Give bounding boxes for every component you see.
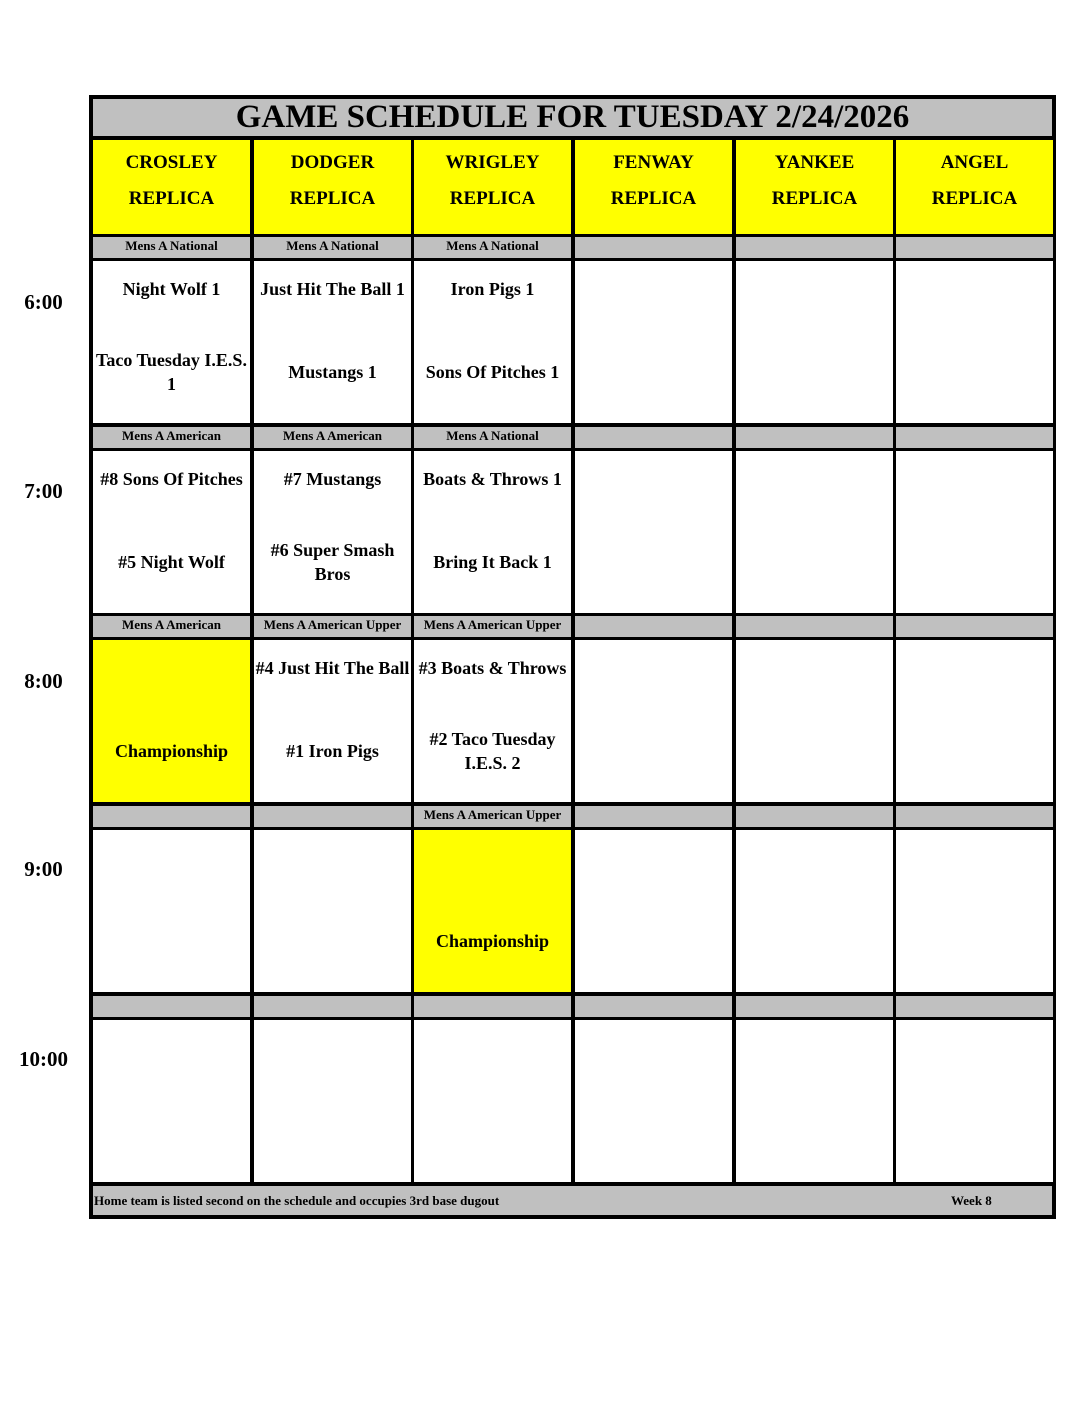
home-team: #6 Super Smash Bros: [270, 540, 395, 584]
field-type: REPLICA: [931, 188, 1018, 209]
week-label: Week 8: [951, 1193, 992, 1208]
division-bar: Mens A American: [93, 616, 250, 637]
home-team: #5 Night Wolf: [118, 552, 225, 572]
division-bar: [896, 427, 1053, 448]
division-bar: [896, 996, 1053, 1017]
game-cell: [896, 640, 1053, 802]
game-cell: [896, 261, 1053, 423]
game-cell: [254, 1020, 411, 1182]
division-bar: [575, 237, 732, 258]
championship-cell: [93, 640, 250, 802]
home-team: Championship: [114, 741, 229, 761]
time-label: 7:00: [24, 479, 63, 503]
division-bar: [896, 237, 1053, 258]
game-cell: [254, 261, 411, 423]
division-bar: Mens A National: [254, 237, 411, 258]
field-name: FENWAY: [613, 152, 694, 173]
division-bar: [736, 616, 893, 637]
home-team-note: Home team is listed second on the schedule and occupies 3rd base dugout: [94, 1193, 500, 1208]
division-bar: [93, 996, 250, 1017]
division-bar: Mens A National: [414, 237, 571, 258]
field-name: YANKEE: [774, 152, 855, 173]
game-cell: [414, 1020, 571, 1182]
field-header-fenway: [575, 140, 732, 234]
game-cell: [736, 830, 893, 992]
game-cell: [575, 451, 732, 613]
division-bar: [736, 806, 893, 827]
game-cell: [93, 830, 250, 992]
field-type: REPLICA: [128, 188, 215, 209]
division-bar: [254, 996, 411, 1017]
division-bar: Mens A American Upper: [414, 806, 571, 827]
away-team: Night Wolf 1: [122, 279, 221, 299]
away-team: Iron Pigs 1: [450, 279, 535, 299]
division-bar: [575, 616, 732, 637]
home-team: Championship: [435, 931, 550, 951]
game-cell: [93, 261, 250, 423]
division-bar: [896, 616, 1053, 637]
away-team: #3 Boats & Throws: [418, 658, 567, 678]
championship-cell: [414, 830, 571, 992]
game-cell: [254, 640, 411, 802]
game-cell: [736, 1020, 893, 1182]
field-name: DODGER: [290, 152, 375, 173]
field-name: ANGEL: [940, 152, 1009, 173]
home-team: #2 Taco Tuesday I.E.S. 2: [429, 729, 556, 773]
game-cell: [736, 640, 893, 802]
division-bar: [254, 806, 411, 827]
division-bar: [575, 996, 732, 1017]
division-bar: [575, 806, 732, 827]
division-bar: Mens A National: [93, 237, 250, 258]
time-label: 9:00: [24, 857, 63, 881]
division-bar: [575, 427, 732, 448]
away-team: Just Hit The Ball 1: [260, 279, 405, 299]
division-bar: [736, 237, 893, 258]
game-cell: [254, 451, 411, 613]
home-team: Sons Of Pitches 1: [425, 362, 560, 382]
game-cell: [575, 1020, 732, 1182]
division-bar: [414, 996, 571, 1017]
home-team: #1 Iron Pigs: [286, 741, 379, 761]
schedule-title: GAME SCHEDULE FOR TUESDAY 2/24/2026: [93, 99, 1052, 136]
home-team: Mustangs 1: [288, 362, 377, 382]
field-name: CROSLEY: [125, 152, 218, 173]
game-cell: [93, 451, 250, 613]
game-cell: [414, 640, 571, 802]
home-team: Taco Tuesday I.E.S. 1: [96, 350, 247, 394]
game-cell: [414, 451, 571, 613]
game-cell: [93, 1020, 250, 1182]
division-bar: [736, 996, 893, 1017]
game-cell: [575, 640, 732, 802]
away-team: #4 Just Hit The Ball: [255, 658, 410, 678]
game-cell: [896, 451, 1053, 613]
time-label: 10:00: [19, 1047, 68, 1071]
away-team: #7 Mustangs: [283, 469, 382, 489]
game-cell: [254, 830, 411, 992]
time-label: 8:00: [24, 669, 63, 693]
division-bar: Mens A American: [254, 427, 411, 448]
game-cell: [575, 830, 732, 992]
schedule-footer: [93, 1186, 1052, 1215]
field-type: REPLICA: [771, 188, 858, 209]
field-name: WRIGLEY: [445, 152, 540, 173]
field-type: REPLICA: [449, 188, 536, 209]
field-header-yankee: [736, 140, 893, 234]
game-cell: [736, 261, 893, 423]
field-type: REPLICA: [610, 188, 697, 209]
away-team: #8 Sons Of Pitches: [100, 469, 243, 489]
game-cell: [414, 261, 571, 423]
division-bar: [736, 427, 893, 448]
away-team: Boats & Throws 1: [423, 469, 562, 489]
division-bar: [896, 806, 1053, 827]
game-cell: [896, 830, 1053, 992]
division-bar: [93, 806, 250, 827]
field-header-wrigley: [414, 140, 571, 234]
game-cell: [736, 451, 893, 613]
division-bar: Mens A National: [414, 427, 571, 448]
division-bar: Mens A American Upper: [254, 616, 411, 637]
division-bar: Mens A American Upper: [414, 616, 571, 637]
field-header-dodger: [254, 140, 411, 234]
game-cell: [575, 261, 732, 423]
home-team: Bring It Back 1: [433, 552, 552, 572]
time-label: 6:00: [24, 290, 63, 314]
field-header-crosley: [93, 140, 250, 234]
field-type: REPLICA: [289, 188, 376, 209]
field-header-angel: [896, 140, 1053, 234]
division-bar: Mens A American: [93, 427, 250, 448]
game-cell: [896, 1020, 1053, 1182]
